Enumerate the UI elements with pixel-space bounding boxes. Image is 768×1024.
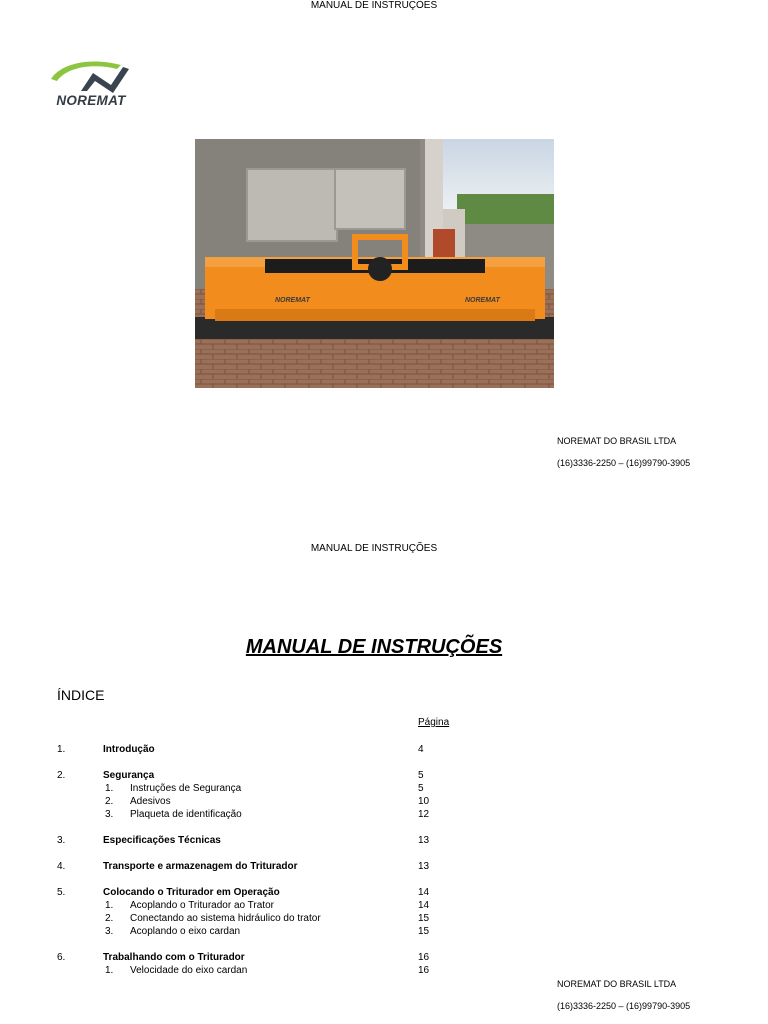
toc-subrow[interactable]	[0, 899, 768, 912]
toc-subrow[interactable]	[0, 912, 768, 925]
toc-page: 13	[418, 835, 430, 846]
toc-number: 6.	[57, 952, 66, 963]
toc-page: 16	[418, 952, 430, 963]
toc-page: 15	[418, 926, 430, 937]
logo-wordmark: NOREMAT	[56, 93, 126, 108]
toc-subtitle: Instruções de Segurança	[130, 783, 242, 794]
page-header: MANUAL DE INSTRUÇÕES	[310, 543, 438, 554]
toc-title: Trabalhando com o Triturador	[103, 952, 245, 963]
toc-row[interactable]	[0, 834, 768, 847]
toc-page: 5	[418, 783, 424, 794]
toc-title: Segurança	[103, 770, 155, 781]
decal-left: NOREMAT	[275, 297, 310, 304]
toc-subtitle: Plaqueta de identificação	[130, 809, 242, 820]
toc-subnumber: 2.	[105, 913, 114, 924]
toc-subtitle: Acoplando o Triturador ao Trator	[130, 900, 274, 911]
index-heading: ÍNDICE	[57, 687, 105, 703]
toc-row[interactable]	[0, 769, 768, 782]
company-name: NOREMAT DO BRASIL LTDA	[557, 979, 677, 989]
toc-number: 2.	[57, 770, 66, 781]
toc-subrow[interactable]	[0, 964, 768, 977]
page-column-label: Página	[418, 717, 450, 728]
product-photo	[195, 139, 554, 388]
toc-page: 14	[418, 900, 430, 911]
toc-subrow[interactable]	[0, 795, 768, 808]
toc-number: 1.	[57, 744, 66, 755]
toc-page: 12	[418, 809, 430, 820]
toc-number: 3.	[57, 835, 66, 846]
toc-row[interactable]	[0, 743, 768, 756]
toc-subtitle: Adesivos	[130, 796, 171, 807]
toc-subrow[interactable]	[0, 782, 768, 795]
toc-section	[0, 769, 768, 821]
page-header: MANUAL DE INSTRUÇÕES	[310, 0, 438, 11]
toc-subnumber: 1.	[105, 783, 114, 794]
toc-title: Introdução	[103, 744, 155, 755]
toc-section	[0, 886, 768, 938]
toc-page: 14	[418, 887, 430, 898]
toc-row[interactable]	[0, 951, 768, 964]
toc-page: 15	[418, 913, 430, 924]
noremat-logo	[31, 55, 151, 111]
toc-subtitle: Acoplando o eixo cardan	[130, 926, 241, 937]
toc-page: 16	[418, 965, 430, 976]
toc-subrow[interactable]	[0, 925, 768, 938]
toc-number: 4.	[57, 861, 66, 872]
document-title: MANUAL DE INSTRUÇÕES	[245, 636, 503, 658]
decal-right: NOREMAT	[465, 297, 500, 304]
toc-page: 5	[418, 770, 424, 781]
toc-section	[0, 951, 768, 977]
toc-subtitle: Velocidade do eixo cardan	[130, 965, 248, 976]
toc-page: 10	[418, 796, 430, 807]
toc-subrow[interactable]	[0, 808, 768, 821]
toc-section	[0, 834, 768, 847]
toc-title: Colocando o Triturador em Operação	[103, 887, 280, 898]
toc-page: 4	[418, 744, 424, 755]
toc-section	[0, 743, 768, 756]
toc-subnumber: 3.	[105, 926, 114, 937]
table-of-contents	[0, 743, 768, 990]
toc-subnumber: 1.	[105, 965, 114, 976]
toc-subnumber: 2.	[105, 796, 114, 807]
company-name: NOREMAT DO BRASIL LTDA	[557, 436, 677, 446]
toc-row[interactable]	[0, 860, 768, 873]
toc-number: 5.	[57, 887, 66, 898]
toc-subnumber: 1.	[105, 900, 114, 911]
noremat-logo-mark	[31, 55, 151, 95]
toc-subtitle: Conectando ao sistema hidráulico do trator	[130, 913, 321, 924]
toc-title: Transporte e armazenagem do Triturador	[103, 861, 298, 872]
toc-subnumber: 3.	[105, 809, 114, 820]
toc-section	[0, 860, 768, 873]
toc-row[interactable]	[0, 886, 768, 899]
company-phone: (16)3336-2250 – (16)99790-3905	[557, 1001, 691, 1011]
toc-page: 13	[418, 861, 430, 872]
toc-title: Especificações Técnicas	[103, 835, 221, 846]
company-phone: (16)3336-2250 – (16)99790-3905	[557, 458, 691, 468]
